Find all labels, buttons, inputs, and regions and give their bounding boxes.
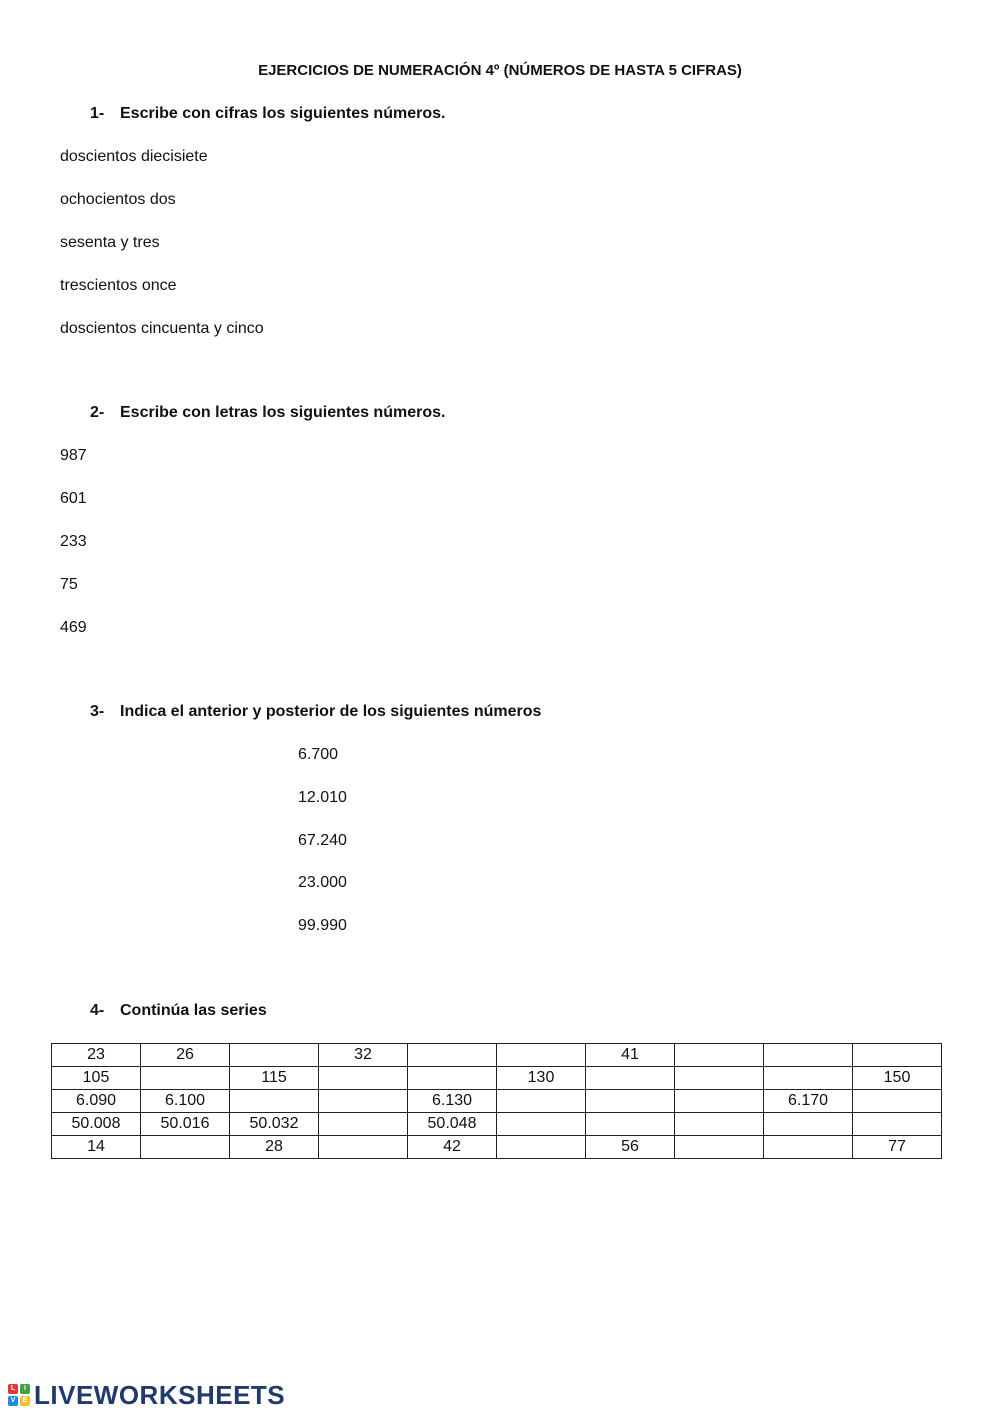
- series-blank-cell[interactable]: [675, 1044, 764, 1067]
- series-blank-cell[interactable]: [319, 1090, 408, 1113]
- series-blank-cell[interactable]: [497, 1090, 586, 1113]
- series-table: [51, 1043, 942, 1159]
- series-cell: 130: [497, 1067, 586, 1090]
- section3-item: 23.000: [298, 874, 347, 891]
- series-cell: 105: [52, 1067, 141, 1090]
- series-blank-cell[interactable]: [764, 1067, 853, 1090]
- liveworksheets-logo: [8, 1381, 285, 1409]
- series-blank-cell[interactable]: [497, 1044, 586, 1067]
- section3-item: 12.010: [298, 789, 347, 806]
- section2-item: 233: [60, 533, 87, 550]
- series-blank-cell[interactable]: [408, 1067, 497, 1090]
- section2-item: 601: [60, 490, 87, 507]
- series-cell: 150: [853, 1067, 942, 1090]
- section1-item: doscientos cincuenta y cinco: [60, 320, 264, 337]
- series-blank-cell[interactable]: [586, 1067, 675, 1090]
- section2-heading: [90, 404, 445, 422]
- section2-heading-text: Escribe con letras los siguientes números.: [120, 404, 446, 421]
- series-blank-cell[interactable]: [675, 1136, 764, 1159]
- series-blank-cell[interactable]: [141, 1136, 230, 1159]
- series-blank-cell[interactable]: [675, 1113, 764, 1136]
- section1-item: trescientos once: [60, 277, 177, 294]
- series-blank-cell[interactable]: [586, 1113, 675, 1136]
- series-blank-cell[interactable]: [408, 1044, 497, 1067]
- series-cell: 50.016: [141, 1113, 230, 1136]
- series-cell: 6.100: [141, 1090, 230, 1113]
- series-cell: 42: [408, 1136, 497, 1159]
- series-blank-cell[interactable]: [853, 1044, 942, 1067]
- series-blank-cell[interactable]: [675, 1067, 764, 1090]
- series-blank-cell[interactable]: [319, 1136, 408, 1159]
- series-cell: 41: [586, 1044, 675, 1067]
- section3-item: 99.990: [298, 917, 347, 934]
- section1-item: sesenta y tres: [60, 234, 160, 251]
- logo-block: L: [8, 1384, 18, 1394]
- logo-text: LIVEWORKSHEETS: [34, 1379, 286, 1410]
- section3-number: 3-: [90, 703, 105, 720]
- section3-heading-text: Indica el anterior y posterior de los siguientes números: [120, 703, 542, 720]
- series-blank-cell[interactable]: [764, 1136, 853, 1159]
- section1-item: doscientos diecisiete: [60, 148, 208, 165]
- series-blank-cell[interactable]: [141, 1067, 230, 1090]
- series-blank-cell[interactable]: [675, 1090, 764, 1113]
- section1-number: 1-: [90, 105, 105, 122]
- series-blank-cell[interactable]: [853, 1090, 942, 1113]
- series-cell: 6.090: [52, 1090, 141, 1113]
- series-cell: 26: [141, 1044, 230, 1067]
- series-cell: 56: [586, 1136, 675, 1159]
- series-row: [52, 1067, 942, 1090]
- series-blank-cell[interactable]: [230, 1090, 319, 1113]
- series-row: [52, 1090, 942, 1113]
- section2-item: 987: [60, 447, 87, 464]
- logo-blocks-icon: [8, 1384, 30, 1406]
- section2-item: 75: [60, 576, 78, 593]
- series-blank-cell[interactable]: [319, 1113, 408, 1136]
- series-cell: 50.048: [408, 1113, 497, 1136]
- series-cell: 115: [230, 1067, 319, 1090]
- series-cell: 28: [230, 1136, 319, 1159]
- series-cell: 6.130: [408, 1090, 497, 1113]
- section1-heading: [90, 105, 445, 123]
- section3-heading: [90, 703, 541, 721]
- section4-heading: [90, 1002, 267, 1020]
- section4-heading-text: Continúa las series: [120, 1002, 267, 1019]
- section4-number: 4-: [90, 1002, 105, 1019]
- series-blank-cell[interactable]: [853, 1113, 942, 1136]
- series-cell: 50.008: [52, 1113, 141, 1136]
- series-blank-cell[interactable]: [230, 1044, 319, 1067]
- series-blank-cell[interactable]: [764, 1113, 853, 1136]
- series-row: [52, 1113, 942, 1136]
- logo-block: V: [8, 1396, 18, 1406]
- section2-item: 469: [60, 619, 87, 636]
- logo-block: E: [20, 1396, 30, 1406]
- section3-item: 6.700: [298, 746, 339, 763]
- logo-block: I: [20, 1384, 30, 1394]
- series-cell: 50.032: [230, 1113, 319, 1136]
- section2-number: 2-: [90, 404, 105, 421]
- section3-item: 67.240: [298, 832, 347, 849]
- series-cell: 77: [853, 1136, 942, 1159]
- series-row: [52, 1136, 942, 1159]
- series-cell: 23: [52, 1044, 141, 1067]
- section1-item: ochocientos dos: [60, 191, 176, 208]
- series-row: [52, 1044, 942, 1067]
- section1-heading-text: Escribe con cifras los siguientes números.: [120, 105, 446, 122]
- series-cell: 6.170: [764, 1090, 853, 1113]
- series-blank-cell[interactable]: [497, 1113, 586, 1136]
- page-title: EJERCICIOS DE NUMERACIÓN 4º (NÚMEROS DE HASTA 5 CIFRAS): [258, 62, 742, 79]
- series-cell: 32: [319, 1044, 408, 1067]
- series-blank-cell[interactable]: [319, 1067, 408, 1090]
- series-blank-cell[interactable]: [764, 1044, 853, 1067]
- series-blank-cell[interactable]: [586, 1090, 675, 1113]
- series-cell: 14: [52, 1136, 141, 1159]
- series-blank-cell[interactable]: [497, 1136, 586, 1159]
